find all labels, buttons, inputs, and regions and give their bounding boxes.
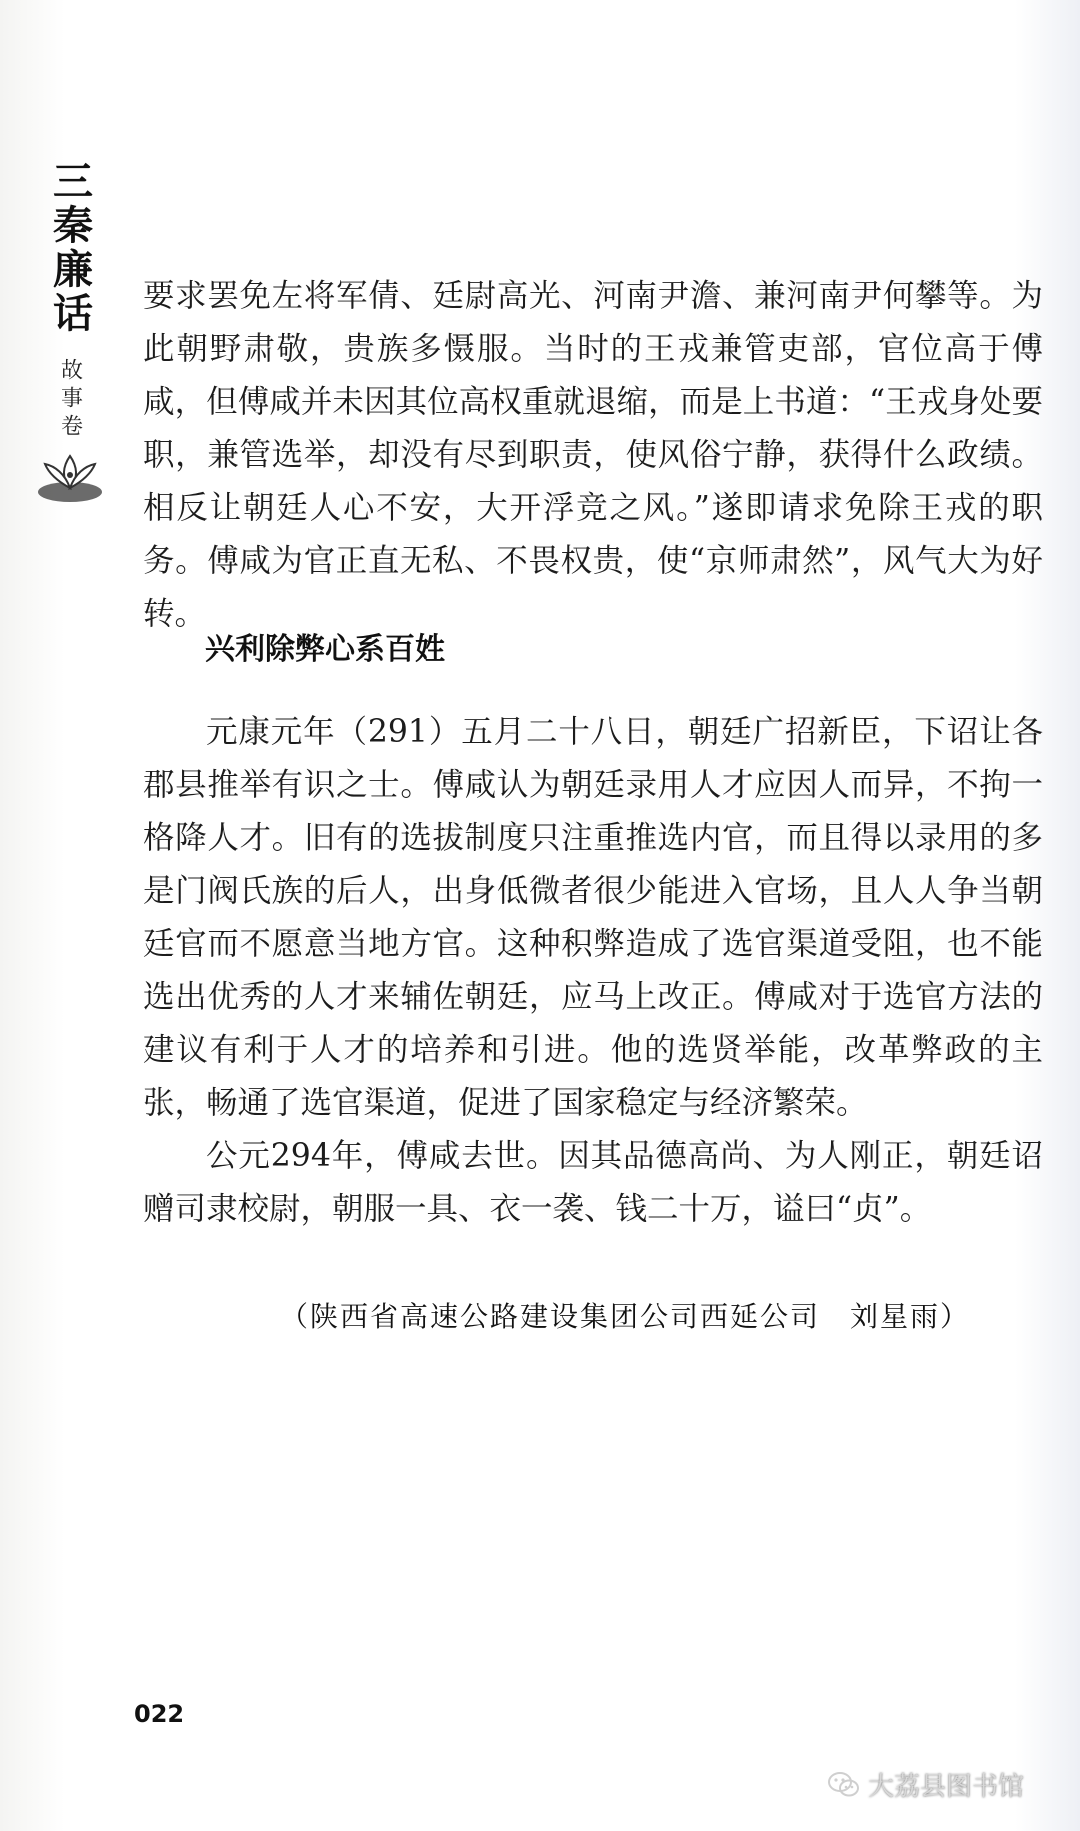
author-attribution: （陕西省高速公路建设集团公司西延公司 刘星雨） xyxy=(280,1300,971,1333)
watermark-text: 大荔县图书馆 xyxy=(868,1772,1025,1802)
body-text: 要求罢免左将军倩、廷尉高光、河南尹澹、兼河南尹何攀等。为此朝野肃敬，贵族多慑服。当时的王戎兼管吏部，官位高于傅咸，但傅咸并未因其位高权重就退缩，而是上书道：“王戎身处要职，兼管选举，却没有尽到职责，使风俗宁静，获得什么政绩。相反让朝廷人心不安，大开浮竞之风。”遂即请求免除王戎的职务。傅咸为官正直无私、不畏权贵，使“京师肃然”，风气大为好转。 xyxy=(143,278,1043,632)
series-sidebar xyxy=(40,160,100,508)
paragraph-1 xyxy=(143,270,1043,641)
paragraph-2 xyxy=(143,706,1043,1130)
body-text: 公元294年，傅咸去世。因其品德高尚、为人刚正，朝廷诏赠司隶校尉，朝服一具、衣一袭、钱二十万，谥曰“贞”。 xyxy=(143,1138,1043,1227)
paragraph-3 xyxy=(143,1130,1043,1236)
series-title: 三秦廉话 xyxy=(46,160,94,336)
page-number: 022 xyxy=(134,1700,185,1728)
section-heading: 兴利除弊心系百姓 xyxy=(205,632,445,667)
lotus-icon xyxy=(35,448,105,508)
watermark xyxy=(828,1766,1024,1803)
volume-label: 故事卷 xyxy=(57,358,83,442)
wechat-icon xyxy=(828,1771,860,1799)
body-text: 元康元年（291）五月二十八日，朝廷广招新臣，下诏让各郡县推举有识之士。傅咸认为朝廷录用人才应因人而异，不拘一格降人才。旧有的选拔制度只注重推选内官，而且得以录用的多是门阀氏族的后人，出身低微者很少能进入官场，且人人争当朝廷官而不愿意当地方官。这种积弊造成了选官渠道受阻，也不能选出优秀的人才来辅佐朝廷，应马上改正。傅咸对于选官方法的建议有利于人才的培养和引进。他的选贤举能，改革弊政的主张，畅通了选官渠道，促进了国家稳定与经济繁荣。 xyxy=(143,714,1043,1121)
